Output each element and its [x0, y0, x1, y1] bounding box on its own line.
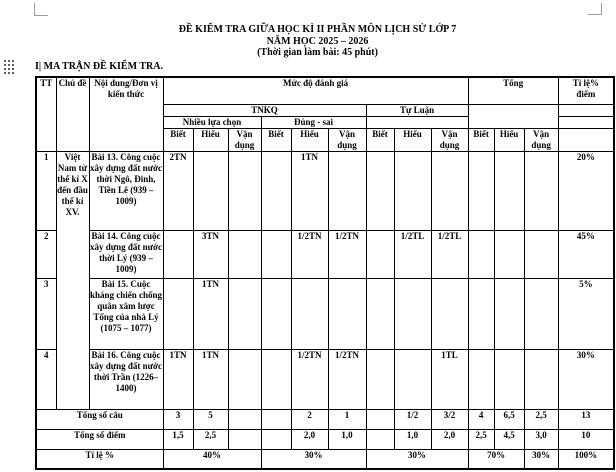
matrix-cell: 1/2TN	[291, 349, 328, 409]
header-ti-le-line2: điểm	[576, 89, 596, 99]
total-cell	[366, 429, 394, 449]
total-cau-label: Tổng số câu	[36, 409, 163, 429]
total-sum-cell: 10	[558, 429, 614, 449]
total-cell: 4	[468, 409, 494, 429]
text-boundary-corner-left-icon	[34, 3, 48, 16]
total-cell	[228, 409, 261, 429]
matrix-cell: 1TN	[291, 151, 328, 230]
header-level: Biết	[261, 128, 291, 151]
document-title	[34, 24, 601, 59]
matrix-cell	[524, 151, 558, 230]
total-cau-row	[36, 409, 614, 429]
matrix-cell	[494, 278, 524, 349]
total-cell: 6,5	[494, 409, 524, 429]
matrix-cell: 2TN	[163, 151, 193, 230]
header-level: Vận dụng	[328, 128, 366, 151]
matrix-cell	[261, 230, 291, 278]
tt-cell: 1	[36, 151, 56, 230]
total-cell: 2	[291, 409, 328, 429]
matrix-cell	[193, 151, 228, 230]
topic-cell: Việt Nam từ thế kỉ X đến đầu thế kỉ XV.	[56, 151, 89, 409]
total-tile-ds: 30%	[261, 449, 366, 469]
total-cell: 3,0	[524, 429, 558, 449]
total-cell: 3/2	[431, 409, 468, 429]
matrix-cell	[494, 151, 524, 230]
matrix-cell	[261, 349, 291, 409]
header-level: Vận dụng	[431, 128, 468, 151]
total-sum-cell: 13	[558, 409, 614, 429]
header-muc-do-danh-gia: Mức độ đánh giá	[163, 77, 468, 104]
total-cell: 1,0	[394, 429, 431, 449]
matrix-cell: 1/2TN	[291, 230, 328, 278]
total-tile-tong-vd: 30%	[524, 449, 558, 469]
tt-cell: 2	[36, 230, 56, 278]
table-row	[36, 230, 614, 278]
matrix-cell: 1TN	[163, 349, 193, 409]
matrix-cell	[468, 278, 494, 349]
total-cell: 2,5	[193, 429, 228, 449]
matrix-cell	[524, 278, 558, 349]
matrix-cell	[468, 151, 494, 230]
matrix-cell	[163, 278, 193, 349]
total-tile-label: Tỉ lệ %	[36, 449, 163, 469]
matrix-cell: 3TN	[193, 230, 228, 278]
content-cell: Bài 14. Công cuộc xây dựng đất nước thời Lý (939 – 1009)	[89, 230, 163, 278]
header-tu-luan-empty	[366, 116, 468, 128]
header-ti-le-empty-1	[558, 104, 614, 116]
total-tile-nlc: 40%	[163, 449, 261, 469]
header-level: Biết	[468, 128, 494, 151]
matrix-cell	[431, 278, 468, 349]
header-level: Vận dụng	[524, 128, 558, 151]
tt-cell: 3	[36, 278, 56, 349]
header-row-1	[36, 77, 614, 104]
total-cell: 2,5	[524, 409, 558, 429]
header-level: Hiểu	[394, 128, 431, 151]
matrix-cell	[328, 151, 366, 230]
total-tile-tl: 30%	[366, 449, 468, 469]
matrix-cell	[524, 349, 558, 409]
matrix-cell	[366, 349, 394, 409]
matrix-cell: 1/2TL	[394, 230, 431, 278]
total-cell	[366, 409, 394, 429]
header-level: Hiểu	[494, 128, 524, 151]
tt-cell: 4	[36, 349, 56, 409]
matrix-cell	[394, 151, 431, 230]
title-line-1: ĐỀ KIỂM TRA GIỮA HỌC KÌ II PHẦN MÔN LỊCH SỬ LỚP 7	[178, 24, 457, 35]
matrix-cell: 1TN	[193, 278, 228, 349]
header-ti-le-empty-2	[558, 116, 614, 128]
header-tt: TT	[36, 77, 56, 151]
title-line-2: NĂM HỌC 2025 – 2026	[266, 35, 369, 47]
total-tile-tong-bh: 70%	[468, 449, 524, 469]
matrix-cell	[494, 349, 524, 409]
matrix-cell	[394, 349, 431, 409]
matrix-cell	[228, 230, 261, 278]
header-level: Biết	[366, 128, 394, 151]
header-level: Hiểu	[193, 128, 228, 151]
drag-handle-dots-icon	[4, 60, 15, 74]
matrix-cell	[291, 278, 328, 349]
total-diem-label: Tổng số điểm	[36, 429, 163, 449]
header-tong: Tổng	[468, 77, 558, 104]
total-cell: 2,0	[431, 429, 468, 449]
total-cell: 2,0	[291, 429, 328, 449]
header-level: Biết	[163, 128, 193, 151]
matrix-cell	[394, 278, 431, 349]
matrix-cell: 1TN	[193, 349, 228, 409]
total-cell: 1	[328, 409, 366, 429]
content-cell: Bài 16. Công cuộc xây dựng đất nước thời Trần (1226– 1400)	[89, 349, 163, 409]
total-cell: 1,0	[328, 429, 366, 449]
header-tu-luan: Tự Luận	[366, 104, 468, 116]
title-line-3: (Thời gian làm bài: 45 phút)	[257, 47, 378, 58]
matrix-cell	[468, 230, 494, 278]
matrix-cell	[494, 230, 524, 278]
text-boundary-corner-right-icon	[588, 3, 602, 15]
matrix-cell	[366, 230, 394, 278]
rate-cell: 30%	[558, 349, 614, 409]
header-nhieu-lua-chon: Nhiều lựa chọn	[163, 116, 261, 128]
matrix-cell	[163, 230, 193, 278]
header-level: Hiểu	[291, 128, 328, 151]
matrix-cell	[228, 278, 261, 349]
matrix-cell	[468, 349, 494, 409]
total-cell	[261, 409, 291, 429]
table-row	[36, 278, 614, 349]
total-diem-row	[36, 429, 614, 449]
total-tile-row	[36, 449, 614, 469]
total-tile-sum: 100%	[558, 449, 614, 469]
matrix-cell	[261, 151, 291, 230]
matrix-cell	[328, 278, 366, 349]
matrix-cell	[228, 349, 261, 409]
header-ti-le-empty-3	[558, 128, 614, 151]
total-cell: 5	[193, 409, 228, 429]
matrix-cell: 1/2TN	[328, 349, 366, 409]
rate-cell: 45%	[558, 230, 614, 278]
table-row	[36, 151, 614, 230]
header-ti-le-diem	[558, 77, 614, 104]
total-cell	[228, 429, 261, 449]
matrix-cell	[366, 278, 394, 349]
rate-cell: 20%	[558, 151, 614, 230]
matrix-cell	[228, 151, 261, 230]
content-cell: Bài 13. Công cuộc xây dựng đất nước thời Ngô, Đinh, Tiền Lê (939 – 1009)	[89, 151, 163, 230]
matrix-cell: 1/2TN	[328, 230, 366, 278]
total-cell: 1,5	[163, 429, 193, 449]
total-cell: 2,5	[468, 429, 494, 449]
matrix-cell: 1/2TL	[431, 230, 468, 278]
matrix-cell: 1TL	[431, 349, 468, 409]
header-noi-dung: Nội dung/Đơn vị kiến thức	[89, 77, 163, 151]
header-chu-de: Chủ đề	[56, 77, 89, 151]
matrix-cell	[261, 278, 291, 349]
header-tong-empty	[468, 104, 558, 128]
header-ti-le-line1: Tỉ lệ%	[572, 78, 599, 88]
content-cell: Bài 15. Cuộc kháng chiến chống quân xâm lược Tống của nhà Lý (1075 – 1077)	[89, 278, 163, 349]
header-dung-sai: Đúng - sai	[261, 116, 366, 128]
matrix-cell	[524, 230, 558, 278]
rate-cell: 5%	[558, 278, 614, 349]
total-cell: 3	[163, 409, 193, 429]
matrix-cell	[431, 151, 468, 230]
header-tnkq: TNKQ	[163, 104, 366, 116]
section-heading: I| MA TRẬN ĐỀ KIỂM TRA.	[35, 61, 163, 72]
total-cell	[261, 429, 291, 449]
total-cell: 1/2	[394, 409, 431, 429]
header-level: Vận dụng	[228, 128, 261, 151]
total-cell: 4,5	[494, 429, 524, 449]
table-row	[36, 349, 614, 409]
exam-matrix-table	[35, 76, 615, 470]
matrix-cell	[366, 151, 394, 230]
